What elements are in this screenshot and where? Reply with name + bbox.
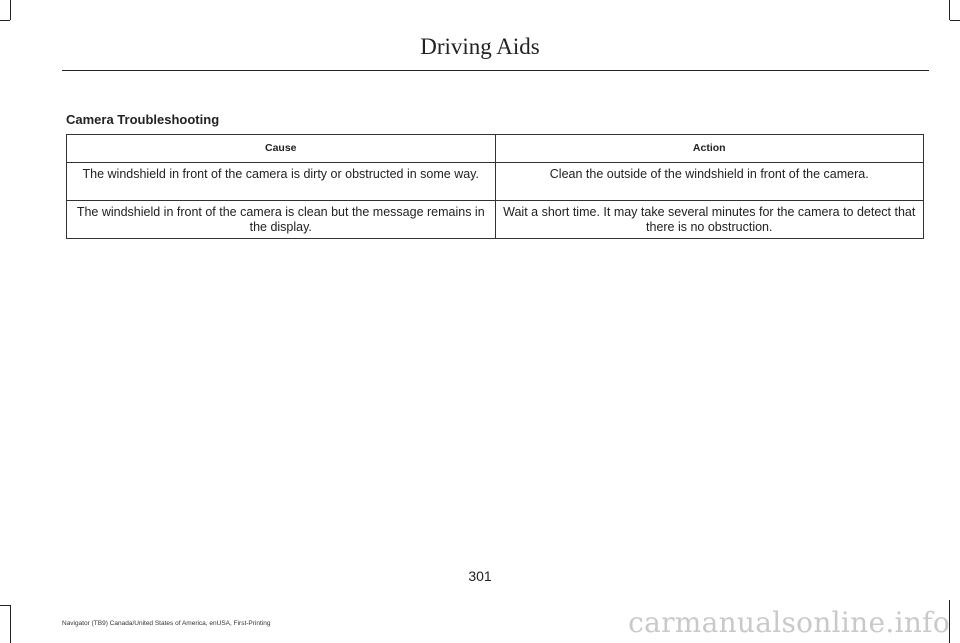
column-header-cause: Cause [67, 135, 496, 163]
action-cell: Clean the outside of the windshield in front of the camera. [495, 163, 924, 201]
crop-mark-top-left-h [0, 20, 10, 21]
table-row [67, 201, 924, 239]
action-cell: Wait a short time. It may take several minutes for the camera to detect that there is no obstruction. [495, 201, 924, 239]
watermark: carmanualsonline.info [628, 606, 950, 639]
page-header-title: Driving Aids [420, 34, 540, 59]
crop-mark-top-left [10, 0, 11, 20]
troubleshooting-table [66, 134, 924, 239]
cause-cell: The windshield in front of the camera is dirty or obstructed in some way. [67, 163, 496, 201]
table-row [67, 163, 924, 201]
footer-note: Navigator (TB9) Canada/United States of America, enUSA, First-Printing [62, 620, 271, 627]
page-number: 301 [468, 568, 492, 584]
crop-mark-top-right-h [950, 20, 960, 21]
column-header-action: Action [495, 135, 924, 163]
crop-mark-bottom-left [10, 605, 11, 643]
table-header-row [67, 135, 924, 163]
header-rule [62, 70, 929, 71]
cause-cell: The windshield in front of the camera is clean but the message remains in the display. [67, 201, 496, 239]
crop-mark-bottom-left-h [0, 605, 10, 606]
section-heading: Camera Troubleshooting [66, 112, 220, 127]
crop-mark-top-right [949, 0, 950, 20]
